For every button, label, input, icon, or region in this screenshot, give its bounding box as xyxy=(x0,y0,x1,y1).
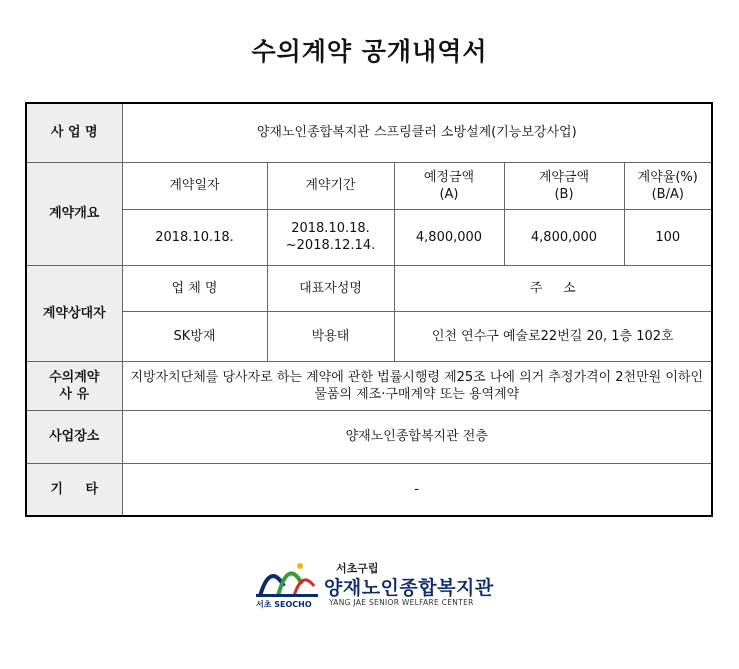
reason-row xyxy=(26,361,712,410)
reason-label: 수의계약 사 유 xyxy=(26,361,122,410)
page-title: 수의계약 공개내역서 xyxy=(251,37,488,66)
contract-amount-value: 4,800,000 xyxy=(504,209,624,265)
representative-header: 대표자성명 xyxy=(267,265,394,311)
location-label: 사업장소 xyxy=(26,410,122,463)
org-name: 양재노인종합복지관 xyxy=(324,577,494,599)
contract-rate-value: 100 xyxy=(624,209,712,265)
footer-logo xyxy=(254,556,494,612)
contract-period-value: 2018.10.18. ~2018.12.14. xyxy=(267,209,394,265)
etc-label: 기 타 xyxy=(26,463,122,516)
estimated-amount-value: 4,800,000 xyxy=(394,209,504,265)
contract-amount-header: 계약금액 (B) xyxy=(504,162,624,209)
contract-period-header: 계약기간 xyxy=(267,162,394,209)
address-header: 주 소 xyxy=(394,265,712,311)
overview-label: 계약개요 xyxy=(26,162,122,265)
representative-value: 박용태 xyxy=(267,311,394,361)
overview-value-row xyxy=(26,209,712,265)
project-name-label: 사 업 명 xyxy=(26,103,122,162)
org-district-label: 서초구립 xyxy=(336,562,379,575)
project-name-value: 양재노인종합복지관 스프링클러 소방설계(기능보강사업) xyxy=(122,103,712,162)
contract-table xyxy=(25,102,713,517)
seocho-text: 서초 SEOCHO xyxy=(256,600,312,609)
company-name-value: SK방재 xyxy=(122,311,267,361)
contract-date-value: 2018.10.18. xyxy=(122,209,267,265)
contractor-label: 계약상대자 xyxy=(26,265,122,361)
reason-value: 지방자치단체를 당사자로 하는 계약에 관한 법률시행령 제25조 나에 의거 추정가격이 2천만원 이하인 물품의 제조·구매계약 또는 용역계약 xyxy=(122,361,712,410)
project-name-row xyxy=(26,103,712,162)
welfare-center-logo-icon xyxy=(254,556,324,600)
overview-header-row xyxy=(26,162,712,209)
contractor-header-row xyxy=(26,265,712,311)
etc-row xyxy=(26,463,712,516)
address-value: 인천 연수구 예술로22번길 20, 1층 102호 xyxy=(394,311,712,361)
contract-rate-header: 계약율(%) (B/A) xyxy=(624,162,712,209)
location-value: 양재노인종합복지관 전층 xyxy=(122,410,712,463)
location-row xyxy=(26,410,712,463)
org-english-name: YANG JAE SENIOR WELFARE CENTER xyxy=(329,598,474,607)
etc-value: - xyxy=(122,463,712,516)
contract-date-header: 계약일자 xyxy=(122,162,267,209)
contractor-value-row xyxy=(26,311,712,361)
company-name-header: 업 체 명 xyxy=(122,265,267,311)
estimated-amount-header: 예정금액 (A) xyxy=(394,162,504,209)
